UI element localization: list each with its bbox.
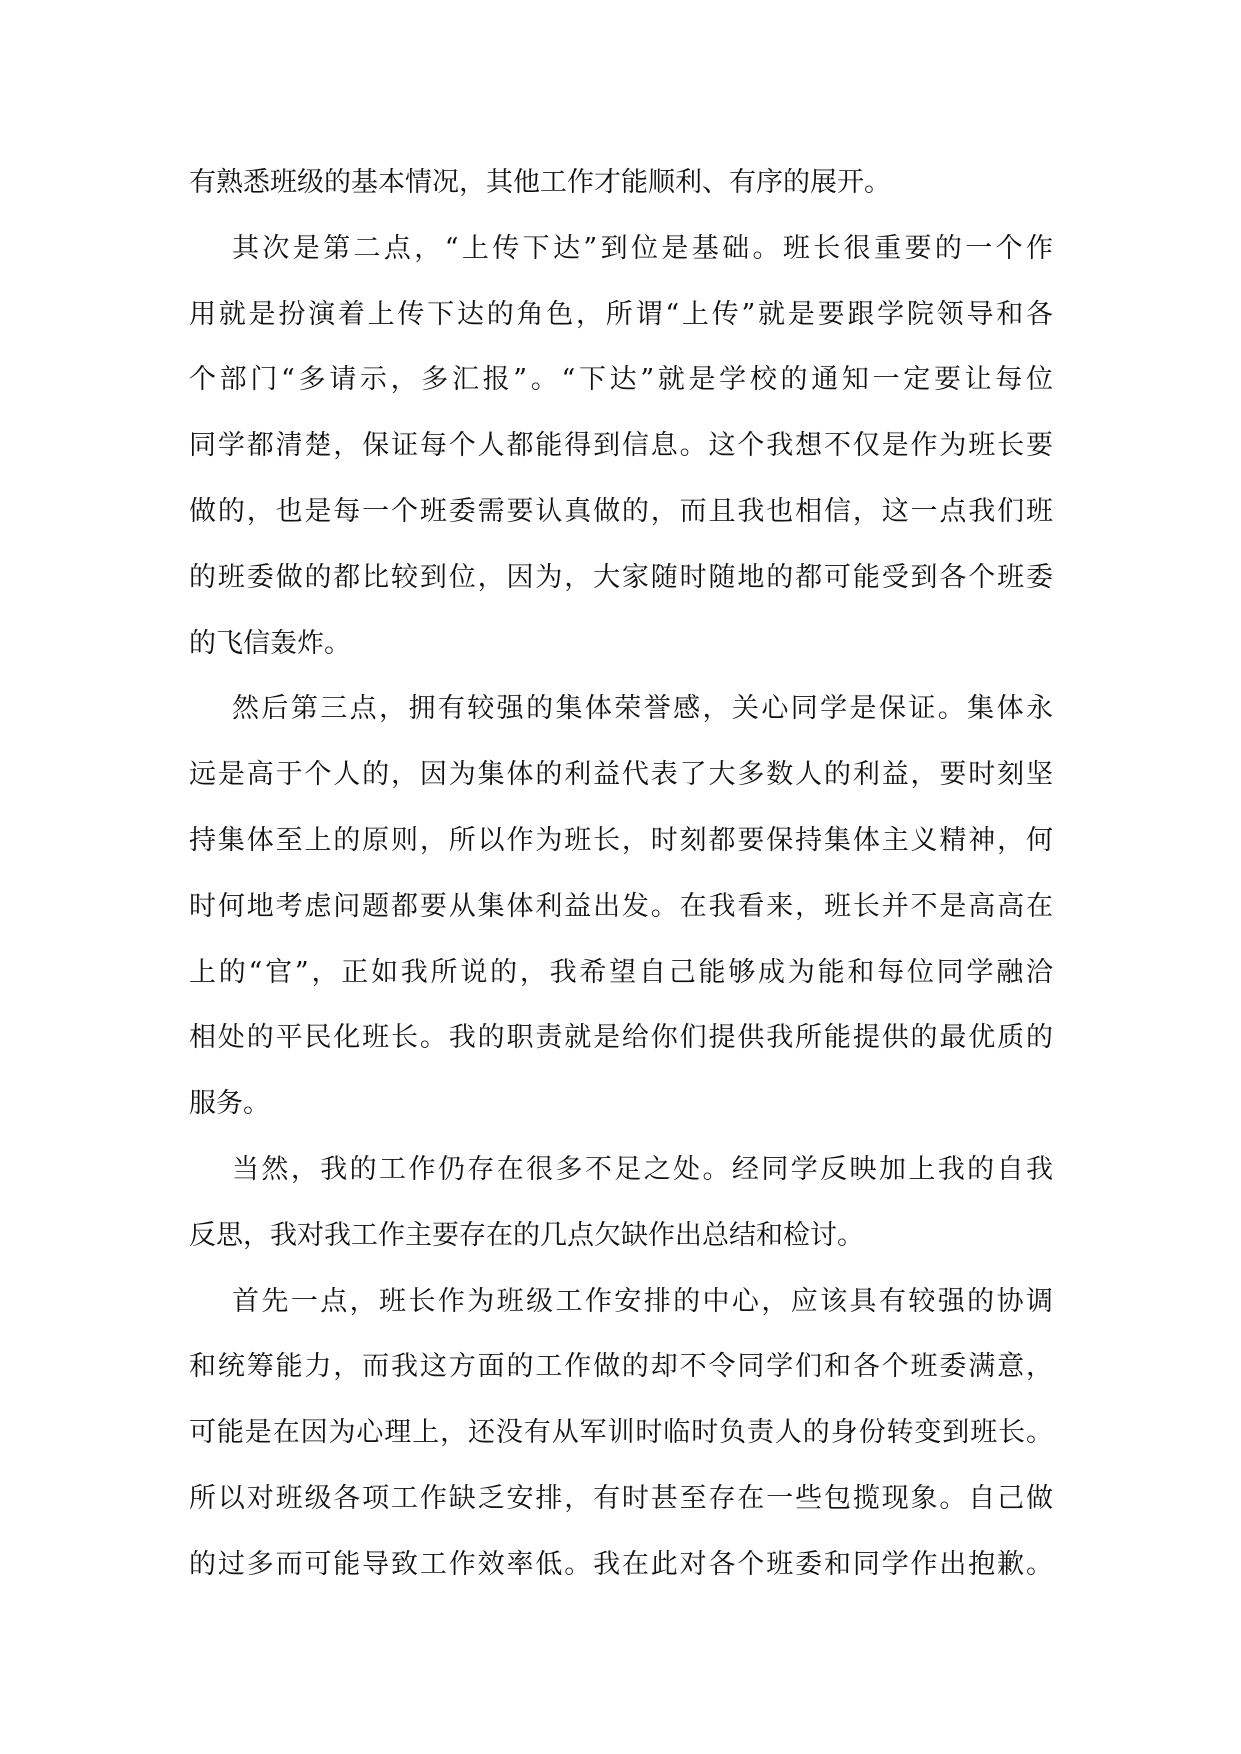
text-line: 上的“官”，正如我所说的，我希望自己能够成为能和每位同学融洽 bbox=[189, 956, 1053, 988]
text-line: 用就是扮演着上传下达的角色，所谓“上传”就是要跟学院领导和各 bbox=[189, 298, 1053, 330]
text-line: 和统筹能力，而我这方面的工作做的却不令同学们和各个班委满意， bbox=[189, 1351, 1053, 1383]
text-line: 其次是第二点，“上传下达”到位是基础。班长很重要的一个作 bbox=[232, 232, 1053, 264]
text-line: 可能是在因为心理上，还没有从军训时临时负责人的身份转变到班长。 bbox=[189, 1417, 1053, 1449]
text-line: 的飞信轰炸。 bbox=[189, 627, 351, 659]
document-page bbox=[189, 150, 1053, 1598]
text-line: 反思，我对我工作主要存在的几点欠缺作出总结和检讨。 bbox=[189, 1219, 864, 1251]
text-line: 有熟悉班级的基本情况，其他工作才能顺利、有序的展开。 bbox=[189, 167, 891, 198]
text-line: 同学都清楚，保证每个人都能得到信息。这个我想不仅是作为班长要 bbox=[189, 430, 1053, 462]
text-line: 时何地考虑问题都要从集体利益出发。在我看来，班长并不是高高在 bbox=[189, 890, 1053, 922]
text-line: 远是高于个人的，因为集体的利益代表了大多数人的利益，要时刻坚 bbox=[189, 759, 1053, 791]
text-line: 持集体至上的原则，所以作为班长，时刻都要保持集体主义精神，何 bbox=[189, 824, 1053, 856]
text-line: 当然，我的工作仍存在很多不足之处。经同学反映加上我的自我 bbox=[232, 1153, 1053, 1185]
text-line: 个部门“多请示，多汇报”。“下达”就是学校的通知一定要让每位 bbox=[189, 364, 1053, 396]
text-line: 的班委做的都比较到位，因为，大家随时随地的都可能受到各个班委 bbox=[189, 561, 1053, 593]
text-line: 相处的平民化班长。我的职责就是给你们提供我所能提供的最优质的 bbox=[189, 1022, 1053, 1054]
text-line: 首先一点，班长作为班级工作安排的中心，应该具有较强的协调 bbox=[232, 1285, 1053, 1317]
text-line: 所以对班级各项工作缺乏安排，有时甚至存在一些包揽现象。自己做 bbox=[189, 1482, 1053, 1514]
text-line: 的过多而可能导致工作效率低。我在此对各个班委和同学作出抱歉。 bbox=[189, 1548, 1053, 1580]
text-line: 然后第三点，拥有较强的集体荣誉感，关心同学是保证。集体永 bbox=[232, 693, 1053, 725]
text-line: 服务。 bbox=[189, 1088, 270, 1120]
text-line: 做的，也是每一个班委需要认真做的，而且我也相信，这一点我们班 bbox=[189, 495, 1053, 527]
